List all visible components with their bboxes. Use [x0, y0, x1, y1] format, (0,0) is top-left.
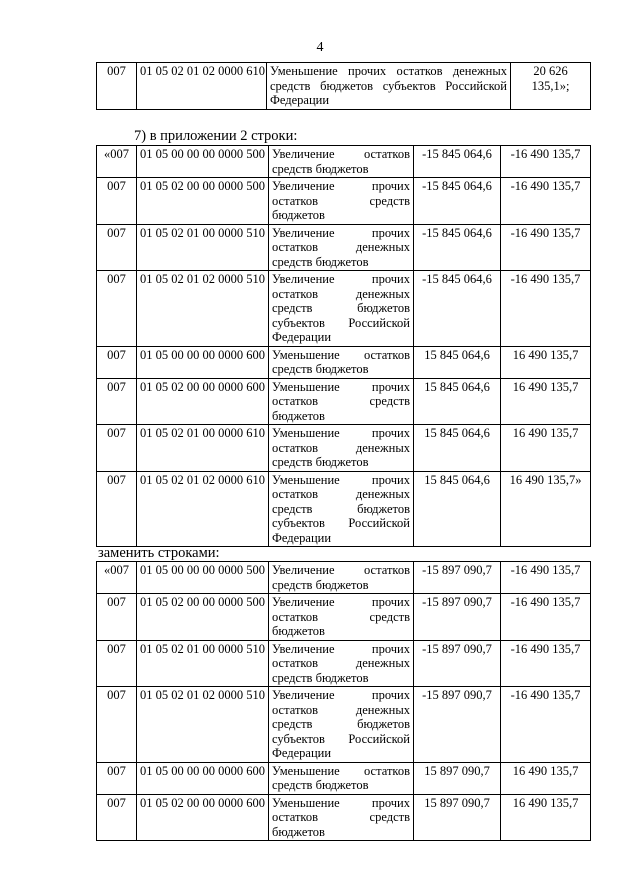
table-row [97, 762, 591, 794]
description-cell: Уменьшение остатков средств бюджетов [269, 762, 414, 794]
budget-code-cell: 01 05 00 00 00 0000 500 [137, 146, 269, 178]
table-row [97, 224, 591, 271]
table-row [97, 794, 591, 841]
budget-code-cell: 01 05 02 01 02 0000 610 [137, 471, 269, 547]
section-heading-replace: заменить строками: [98, 545, 220, 561]
section-heading-lines: 7) в приложении 2 строки: [134, 128, 298, 144]
amount-year1-cell: 15 897 090,7 [414, 762, 501, 794]
amount-year1-cell: -15 897 090,7 [414, 562, 501, 594]
table-row [97, 640, 591, 687]
budget-code-cell: 01 05 02 00 00 0000 500 [137, 594, 269, 641]
row-number-cell: 007 [97, 224, 137, 271]
description-cell: Уменьшение прочих остатков денежных средств бюджетов [269, 425, 414, 472]
budget-code-cell: 01 05 02 01 00 0000 610 [137, 425, 269, 472]
row-number-cell: «007 [97, 562, 137, 594]
table-row [97, 378, 591, 425]
amount-year2-cell: 16 490 135,7 [501, 346, 591, 378]
amount-year2-cell: -16 490 135,7 [501, 640, 591, 687]
table-row [97, 271, 591, 347]
budget-code-cell: 01 05 00 00 00 0000 600 [137, 762, 269, 794]
amount-year2-cell: -16 490 135,7 [501, 271, 591, 347]
amount-year2-cell: 16 490 135,7 [501, 378, 591, 425]
table-new-lines [96, 561, 591, 841]
amount-year1-cell: 15 845 064,6 [414, 471, 501, 547]
amount-year2-cell: 16 490 135,7 [501, 794, 591, 841]
description-cell: Увеличение прочих остатков денежных средств бюджетов [269, 640, 414, 687]
table-row [97, 471, 591, 547]
table-row [97, 146, 591, 178]
row-number-cell: 007 [97, 687, 137, 763]
description-cell: Уменьшение прочих остатков средств бюджетов [269, 378, 414, 425]
table-row [97, 425, 591, 472]
row-number-cell: 007 [97, 271, 137, 347]
table-row [97, 594, 591, 641]
description-cell: Уменьшение остатков средств бюджетов [269, 346, 414, 378]
description-cell: Увеличение прочих остатков средств бюджетов [269, 178, 414, 225]
amount-year2-cell: -16 490 135,7 [501, 594, 591, 641]
amount-year1-cell: 15 845 064,6 [414, 378, 501, 425]
row-number-cell: 007 [97, 471, 137, 547]
amount-year2-cell: -16 490 135,7 [501, 687, 591, 763]
table-top-continuation [96, 62, 591, 110]
budget-code-cell: 01 05 02 01 02 0000 610 [137, 63, 267, 110]
page-number: 4 [316, 40, 324, 55]
budget-code-cell: 01 05 00 00 00 0000 600 [137, 346, 269, 378]
description-cell: Уменьшение прочих остатков денежных средств бюджетов субъектов Российской Федерации [267, 63, 511, 110]
description-cell: Увеличение прочих остатков денежных средств бюджетов [269, 224, 414, 271]
budget-code-cell: 01 05 02 00 00 0000 600 [137, 378, 269, 425]
amount-year2-cell: -16 490 135,7 [501, 562, 591, 594]
budget-code-cell: 01 05 02 00 00 0000 500 [137, 178, 269, 225]
amount-year1-cell: -15 845 064,6 [414, 146, 501, 178]
row-number-cell: 007 [97, 425, 137, 472]
amount-year1-cell: -15 897 090,7 [414, 594, 501, 641]
amount-year2-cell: 16 490 135,7 [501, 425, 591, 472]
table-row [97, 178, 591, 225]
budget-code-cell: 01 05 02 01 02 0000 510 [137, 687, 269, 763]
amount-year1-cell: -15 897 090,7 [414, 640, 501, 687]
row-number-cell: 007 [97, 378, 137, 425]
description-cell: Увеличение прочих остатков денежных средств бюджетов субъектов Российской Федерации [269, 271, 414, 347]
amount-year1-cell: 15 845 064,6 [414, 346, 501, 378]
row-number-cell: «007 [97, 146, 137, 178]
amount-year2-cell: 16 490 135,7 [501, 762, 591, 794]
row-number-cell: 007 [97, 594, 137, 641]
budget-code-cell: 01 05 02 00 00 0000 600 [137, 794, 269, 841]
amount-year1-cell: -15 845 064,6 [414, 178, 501, 225]
description-cell: Увеличение прочих остатков средств бюджетов [269, 594, 414, 641]
description-cell: Уменьшение прочих остатков средств бюджетов [269, 794, 414, 841]
description-cell: Увеличение прочих остатков денежных средств бюджетов субъектов Российской Федерации [269, 687, 414, 763]
amount-year1-cell: 15 897 090,7 [414, 794, 501, 841]
amount-year2-cell: 16 490 135,7» [501, 471, 591, 547]
budget-code-cell: 01 05 00 00 00 0000 500 [137, 562, 269, 594]
budget-code-cell: 01 05 02 01 00 0000 510 [137, 224, 269, 271]
amount-year1-cell: -15 897 090,7 [414, 687, 501, 763]
amount-year1-cell: 15 845 064,6 [414, 425, 501, 472]
amount-year2-cell: -16 490 135,7 [501, 224, 591, 271]
amount-year1-cell: -15 845 064,6 [414, 271, 501, 347]
amount-year1-cell: -15 845 064,6 [414, 224, 501, 271]
table-row [97, 562, 591, 594]
row-number-cell: 007 [97, 346, 137, 378]
table-old-lines [96, 145, 591, 547]
amount-cell: 20 626 135,1»; [511, 63, 591, 110]
amount-year2-cell: -16 490 135,7 [501, 146, 591, 178]
row-number-cell: 007 [97, 762, 137, 794]
description-cell: Увеличение остатков средств бюджетов [269, 146, 414, 178]
table-row [97, 63, 591, 110]
row-number-cell: 007 [97, 640, 137, 687]
row-number-cell: 007 [97, 63, 137, 110]
description-cell: Уменьшение прочих остатков денежных средств бюджетов субъектов Российской Федерации [269, 471, 414, 547]
table-row [97, 346, 591, 378]
budget-code-cell: 01 05 02 01 00 0000 510 [137, 640, 269, 687]
description-cell: Увеличение остатков средств бюджетов [269, 562, 414, 594]
budget-code-cell: 01 05 02 01 02 0000 510 [137, 271, 269, 347]
amount-year2-cell: -16 490 135,7 [501, 178, 591, 225]
table-row [97, 687, 591, 763]
row-number-cell: 007 [97, 794, 137, 841]
row-number-cell: 007 [97, 178, 137, 225]
